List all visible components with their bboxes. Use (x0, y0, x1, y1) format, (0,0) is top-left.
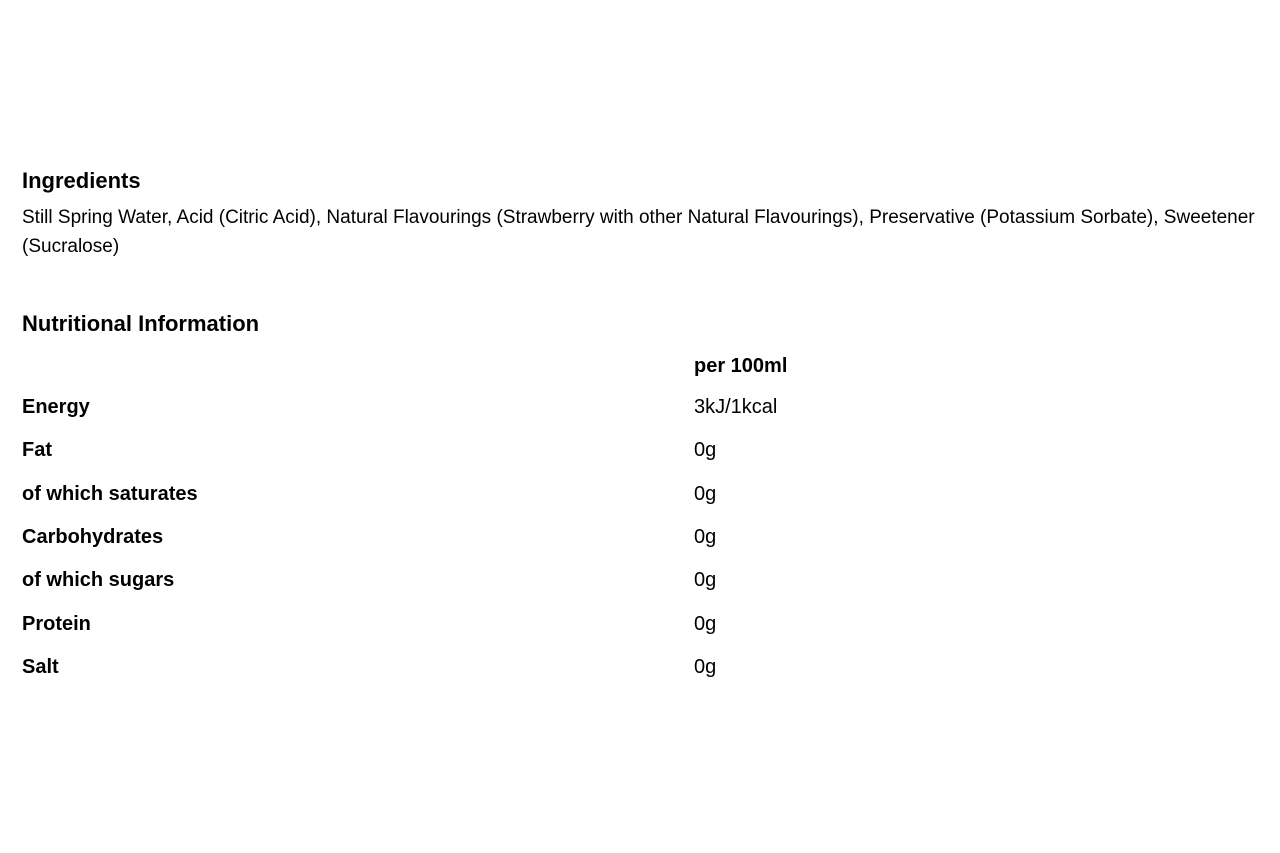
nutrient-value: 0g (694, 526, 717, 549)
nutrient-label: Salt (22, 655, 59, 678)
nutrient-label: Energy (22, 396, 90, 419)
nutrition-row-protein (22, 602, 922, 645)
nutrition-column-header: per 100ml (694, 355, 788, 377)
nutrient-value: 3kJ/1kcal (694, 396, 778, 419)
nutrient-label: Carbohydrates (22, 526, 164, 549)
nutrient-value: 0g (694, 612, 717, 635)
nutrition-row-carbohydrates (22, 516, 922, 559)
nutrition-row-saturates (22, 473, 922, 516)
nutrition-header-empty (22, 355, 694, 386)
nutrition-header-row (22, 355, 922, 386)
nutrient-value: 0g (694, 655, 717, 678)
nutrient-value: 0g (694, 439, 717, 462)
ingredients-heading: Ingredients (22, 168, 141, 193)
nutrient-value: 0g (694, 569, 717, 592)
nutrition-row-fat (22, 429, 922, 472)
nutrient-label: Fat (22, 439, 52, 462)
nutrition-row-salt (22, 646, 922, 689)
nutrient-label: of which sugars (22, 569, 175, 592)
nutrient-value: 0g (694, 482, 717, 505)
nutrition-row-energy (22, 386, 922, 429)
ingredients-text: Still Spring Water, Acid (Citric Acid), Natural Flavourings (Strawberry with other Natural Flavourings), Preservative (Potassium Sorbate), Sweetener (Sucralose) (22, 207, 1255, 257)
nutrient-label: Protein (22, 612, 91, 635)
nutrition-row-sugars (22, 559, 922, 602)
nutrient-label: of which saturates (22, 482, 198, 505)
nutrition-table (22, 355, 922, 689)
nutrition-heading: Nutritional Information (22, 311, 260, 336)
